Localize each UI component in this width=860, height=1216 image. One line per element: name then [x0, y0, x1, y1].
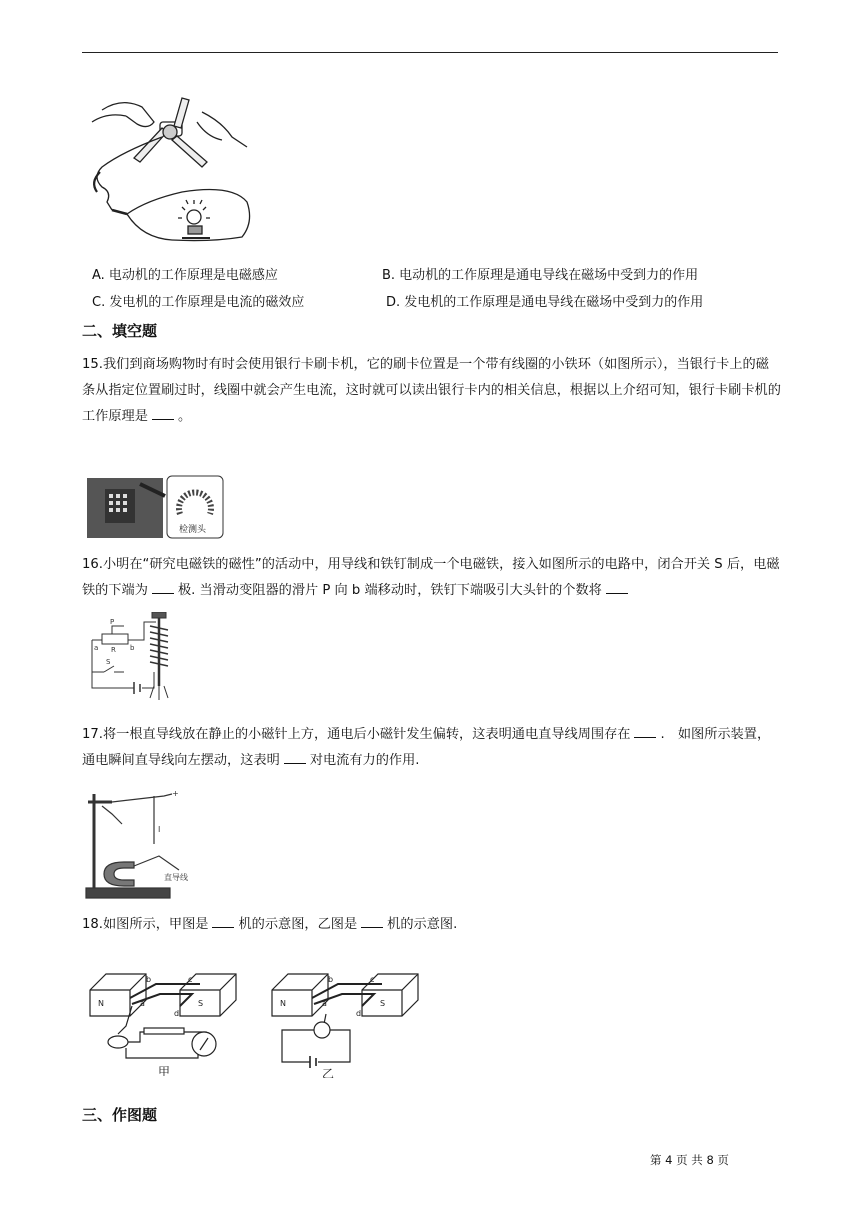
q18-text-3: 机的示意图. — [387, 917, 458, 932]
question-15 — [82, 352, 782, 430]
label-current: I — [158, 825, 161, 834]
q18-text-1: 18.如图所示，甲图是 — [82, 917, 209, 932]
label-s: S — [106, 658, 111, 666]
jia-label-n: N — [98, 999, 104, 1008]
jia-label-a: a — [140, 999, 145, 1008]
jia-label-b: b — [146, 975, 152, 984]
card-reader-label: 检测头 — [179, 525, 207, 535]
yi-label-s: S — [380, 999, 386, 1008]
q18-blank-2[interactable] — [361, 913, 383, 928]
section-fill-in-title: 二、填空题 — [82, 322, 158, 340]
wire-magnet-figure — [84, 784, 194, 904]
q17-blank-2[interactable] — [284, 749, 306, 764]
section-drawing-title: 三、作图题 — [82, 1106, 158, 1124]
q15-text-end: 。 — [177, 409, 192, 424]
option-d: D. 发电机的工作原理是通电导线在磁场中受到力的作用 — [386, 295, 704, 310]
card-reader-figure — [85, 474, 225, 540]
jia-label-d: d — [174, 1009, 180, 1018]
option-b: B. 电动机的工作原理是通电导线在磁场中受到力的作用 — [382, 268, 699, 283]
q17-blank-1[interactable] — [634, 723, 656, 738]
yi-label-b: b — [328, 975, 334, 984]
jia-label-s: S — [198, 999, 204, 1008]
q16-blank-2[interactable] — [606, 579, 628, 594]
question-16 — [82, 552, 782, 604]
figure-jia-caption: 甲 — [158, 1065, 171, 1076]
yi-label-c: c — [370, 975, 375, 984]
q17-text-2: . 如图所示装置，通电瞬间直导线向左摆动，这表明 — [82, 727, 771, 768]
label-b: b — [130, 644, 135, 652]
label-p: P — [110, 618, 115, 626]
yi-label-n: N — [280, 999, 286, 1008]
page-footer: 第 4 页 共 8 页 — [650, 1153, 729, 1167]
figure-yi-caption: 乙 — [322, 1067, 335, 1078]
label-r: R — [111, 646, 116, 654]
option-c: C. 发电机的工作原理是电流的磁效应 — [92, 295, 305, 310]
q18-text-2: 机的示意图，乙图是 — [238, 917, 358, 932]
label-wire: 直导线 — [164, 873, 188, 882]
q17-text-1: 17.将一根直导线放在静止的小磁针上方，通电后小磁针发生偏转，这表明通电直导线周围存在 — [82, 727, 631, 742]
q16-text-1: 16.小明在“研究电磁铁的磁性”的活动中，用导线和铁钉制成一个电磁铁，接入如图所示的电路中，闭合开关 S 后，电磁铁的下端为 — [82, 557, 780, 598]
generator-figure-jia — [88, 966, 253, 1076]
question-18 — [82, 912, 782, 938]
motor-generator-figure — [82, 92, 262, 254]
option-a: A. 电动机的工作原理是电磁感应 — [92, 268, 278, 283]
electromagnet-circuit-figure — [84, 612, 180, 702]
question-17 — [82, 722, 782, 774]
q18-blank-1[interactable] — [212, 913, 234, 928]
label-a: a — [94, 644, 99, 652]
motor-figure-yi — [270, 966, 430, 1078]
q15-blank[interactable] — [152, 405, 174, 420]
header-rule — [82, 52, 778, 53]
jia-label-c: c — [188, 975, 193, 984]
label-plus: + — [172, 789, 179, 798]
q16-text-2: 极. 当滑动变阻器的滑片 P 向 b 端移动时，铁钉下端吸引大头针的个数将 — [177, 583, 602, 598]
yi-label-a: a — [322, 999, 327, 1008]
q15-text: 15.我们到商场购物时有时会使用银行卡刷卡机，它的刷卡位置是一个带有线圈的小铁环（如图所示），当银行卡上的磁条从指定位置刷过时，线圈中就会产生电流，这时就可以读出银行卡内的相关信息，根据以上介绍可知，银行卡刷卡机的工作原理是 — [82, 357, 781, 424]
yi-label-d: d — [356, 1009, 362, 1018]
q16-blank-1[interactable] — [152, 579, 174, 594]
q17-text-3: 对电流有力的作用. — [309, 753, 420, 768]
